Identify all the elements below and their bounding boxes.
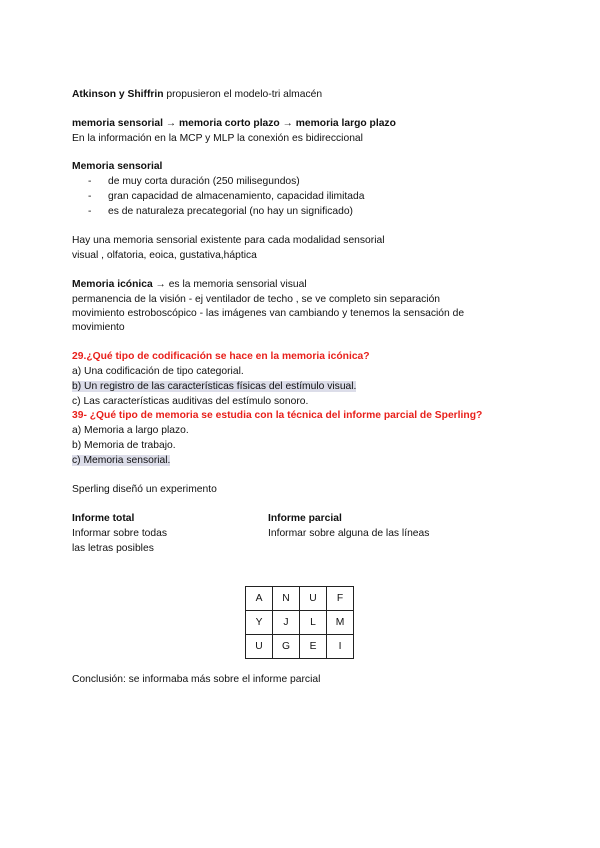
partial-desc: Informar sobre alguna de las líneas xyxy=(268,528,430,539)
grid-row xyxy=(246,611,354,635)
grid-cell: A xyxy=(246,587,273,611)
grid-cell: I xyxy=(327,635,354,659)
grid-row xyxy=(246,635,354,659)
bidirectional-note: En la información en la MCP y MLP la conexión es bidireccional xyxy=(72,133,363,144)
intro-rest: propusieron el modelo-tri almacén xyxy=(163,89,323,100)
iconica-heading-rest: → es la memoria sensorial visual xyxy=(152,279,307,290)
bullet-dash: - xyxy=(88,176,92,187)
intro-line xyxy=(72,88,322,101)
modality-line-2: visual , olfatoria, eoica, gustativa,háptica xyxy=(72,250,257,261)
sperling-intro: Sperling diseñó un experimento xyxy=(72,484,217,495)
iconica-heading: Memoria icónica xyxy=(72,279,153,290)
question-39: 39- ¿Qué tipo de memoria se estudia con la técnica del informe parcial de Sperling? xyxy=(72,410,483,421)
iconica-line: permanencia de la visión - ej ventilador de techo , se ve completo sin separación xyxy=(72,294,441,305)
grid-cell: G xyxy=(273,635,300,659)
answer-highlight: b) Un registro de las características físicas del estímulo visual. xyxy=(72,381,357,392)
sperling-letter-grid xyxy=(245,586,354,659)
grid-cell: L xyxy=(300,611,327,635)
total-desc-1: Informar sobre todas xyxy=(72,528,168,539)
intro-authors: Atkinson y Shiffrin xyxy=(72,89,164,100)
bullet-text: de muy corta duración (250 milisegundos) xyxy=(108,176,300,187)
bullet-text: gran capacidad de almacenamiento, capacidad ilimitada xyxy=(108,191,365,202)
sensorial-heading: Memoria sensorial xyxy=(72,161,163,172)
q39-option-c xyxy=(72,454,170,467)
q29-option-b xyxy=(72,380,356,393)
q39-option-b: b) Memoria de trabajo. xyxy=(72,440,176,451)
bullet-dash: - xyxy=(88,206,92,217)
grid-cell: N xyxy=(273,587,300,611)
iconica-line: movimiento estroboscópico - las imágenes van cambiando y tenemos la sensación de xyxy=(72,308,465,319)
grid-cell: J xyxy=(273,611,300,635)
iconica-line: movimiento xyxy=(72,322,125,333)
grid-cell: U xyxy=(246,635,273,659)
q29-option-a: a) Una codificación de tipo categorial. xyxy=(72,366,244,377)
conclusion: Conclusión: se informaba más sobre el informe parcial xyxy=(72,674,321,685)
grid-row xyxy=(246,587,354,611)
grid-cell: M xyxy=(327,611,354,635)
grid-cell: U xyxy=(300,587,327,611)
answer-highlight: c) Memoria sensorial. xyxy=(72,455,171,466)
memory-chain: memoria sensorial → memoria corto plazo → memoria largo plazo xyxy=(72,118,396,129)
grid-cell: Y xyxy=(246,611,273,635)
q39-option-a: a) Memoria a largo plazo. xyxy=(72,425,189,436)
iconica-heading-line xyxy=(72,278,307,291)
modality-line-1: Hay una memoria sensorial existente para cada modalidad sensorial xyxy=(72,235,385,246)
bullet-text: es de naturaleza precategorial (no hay un significado) xyxy=(108,206,353,217)
partial-heading: Informe parcial xyxy=(268,513,342,524)
question-29: 29.¿Qué tipo de codificación se hace en la memoria icónica? xyxy=(72,351,370,362)
bullet-dash: - xyxy=(88,191,92,202)
grid-cell: F xyxy=(327,587,354,611)
q29-option-c: c) Las características auditivas del estímulo sonoro. xyxy=(72,396,309,407)
total-desc-2: las letras posibles xyxy=(72,543,154,554)
total-heading: Informe total xyxy=(72,513,135,524)
grid-cell: E xyxy=(300,635,327,659)
